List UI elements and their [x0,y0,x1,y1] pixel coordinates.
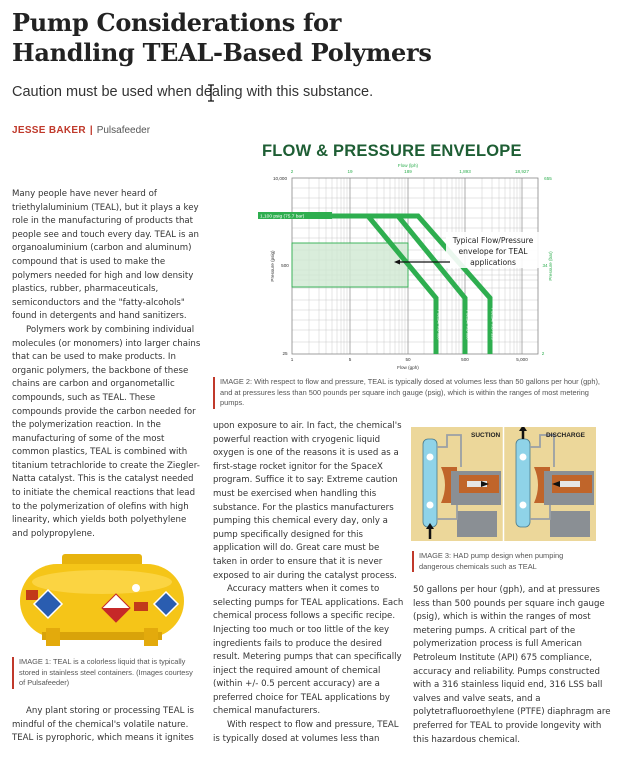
paragraph: Any plant storing or processing TEAL is mindful of the chemical's volatile nature. TEAL is pyrophoric, which means it ignites [12,706,194,744]
svg-text:Pressure (bar): Pressure (bar) [548,251,553,281]
svg-text:PULSAPRO 7120: PULSAPRO 7120 [490,308,496,340]
svg-text:5,000: 5,000 [516,357,528,362]
svg-text:Flow (lph): Flow (lph) [397,163,419,168]
svg-text:2: 2 [541,351,545,356]
pump-diagram-image [411,427,596,541]
paragraph: Accuracy matters when it comes to selecting pumps for TEAL applications. Each chemical process follows a specific recipe. Injecting too much or too little of the key ingredients fails to produce the desired result. Metering pumps that can specifically inject the required amount of chemical (within +/- 0.5 percent accuracy) are a preferred choice for TEAL applications by chemical manufacturers. [213,584,404,717]
svg-text:Typical Flow/Pressure: Typical Flow/Pressure [452,236,534,245]
svg-text:2: 2 [290,169,294,174]
article-subtitle: Caution must be used when dealing with this substance. [12,84,374,100]
svg-text:50: 50 [405,357,411,362]
svg-text:34: 34 [542,263,548,268]
column-left-bottom [12,705,204,746]
flow-pressure-chart [250,160,626,375]
caption-image-1: IMAGE 1: TEAL is a colorless liquid that is typically stored in stainless steel containers. (Images courtesy of Pulsafeeder) [12,657,198,689]
article-title: Pump Considerations for Handling TEAL-Based Polymers [12,8,432,67]
paragraph: Many people have never heard of triethylaluminium (TEAL), but it plays a key role in the manufacturing of products that people see and touch every day. TEAL is an organoaluminium (carbon and aluminum) compound that is used to make the polymers needed for high and low density plastics, rubber, pharmaceuticals, semiconductors and the "fatty-alcohols" found in detergents and hand sanitizers. [12,189,199,322]
svg-text:applications: applications [470,258,516,267]
svg-text:1: 1 [290,357,294,362]
author-name[interactable]: JESSE BAKER [12,125,86,136]
chart-svg [250,160,626,375]
svg-text:500: 500 [281,263,289,268]
column-middle [213,420,405,746]
svg-text:655: 655 [544,176,552,181]
caption-image-2: IMAGE 2: With respect to flow and pressure, TEAL is typically dosed at volumes less than 50 gallons per hour (gph), and at pressures less than 500 pounds per square inch gauge (psig), which is within the ranges of most metering pumps. [213,377,603,409]
author-organization: Pulsafeeder [96,125,151,136]
text-cursor-icon [207,84,215,102]
svg-text:PULSAPRO 880: PULSAPRO 880 [465,310,471,340]
svg-text:5: 5 [348,357,352,362]
caption-image-3: IMAGE 3: HAD pump design when pumping dangerous chemicals such as TEAL [412,551,582,572]
chart-title: FLOW & PRESSURE ENVELOPE [262,142,522,160]
paragraph: With respect to flow and pressure, TEAL is typically dosed at volumes less than [213,720,399,744]
svg-text:18,927: 18,927 [514,169,530,174]
teal-tank-image [12,550,192,650]
byline [12,125,150,136]
svg-text:500: 500 [461,357,469,362]
svg-text:189: 189 [404,169,412,174]
paragraph: Polymers work by combining individual molecules (or monomers) into larger chains that can be used to make products. In organic polymers, the backbone of these chains are carbon and organometallic compounds, such as TEAL. These compounds provide the carbon needed for the polymerization reaction. In the manufacturing of some of the most common plastics, TEAL is combined with titanium tetrachloride to create the Ziegler-Natta catalyst. This is the catalyst needed to initiate the chemical reactions that lead to the polymerization of olefins with high linearity, which yields both polyethylene and polypropylene. [12,324,201,539]
column-right [413,584,618,747]
svg-text:Pressure (psig): Pressure (psig) [270,250,275,282]
suction-label: SUCTION [471,432,501,439]
svg-text:PULSAPRO 680: PULSAPRO 680 [436,310,442,340]
paragraph: 50 gallons per hour (gph), and at pressures less than 500 pounds per square inch gauge (psig), which is within the ranges of most metering pumps. A critical part of the polymerization process is full American Petroleum Institute (API) 675 compliance, accuracy and reliability. Pumps constructed with a 316 stainless liquid end, 316 LSS ball valves and valve seats, and a polytetrafluoroethylene (PTFE) diaphragm are preferred for TEAL to provide longevity with this hazardous chemical. [413,585,611,745]
svg-text:envelope for TEAL: envelope for TEAL [458,247,528,256]
paragraph: upon exposure to air. In fact, the chemical's powerful reaction with cryogenic liquid oxygen is one of the reasons it is used as a first-stage rocket ignitor for the SpaceX program. Suffice it to say: Extreme caution must be exercised when handling this substance. For the plastics manufacturers pumping this chemical every day, only a pump specifically designed for this application will do. Great care must be taken in order to ensure that it is never exposed to air during the catalyst process. [213,421,402,581]
svg-text:19: 19 [347,169,353,174]
svg-text:1,100 psig (75.7 bar): 1,100 psig (75.7 bar) [260,214,305,220]
column-left-top [12,188,204,541]
svg-text:1,893: 1,893 [459,169,471,174]
discharge-label: DISCHARGE [546,432,586,439]
byline-separator: | [89,125,93,136]
svg-text:25: 25 [282,351,288,356]
svg-text:10,000: 10,000 [272,176,288,181]
pump-diagram-svg [411,427,596,541]
svg-text:Flow (gph): Flow (gph) [397,365,419,370]
